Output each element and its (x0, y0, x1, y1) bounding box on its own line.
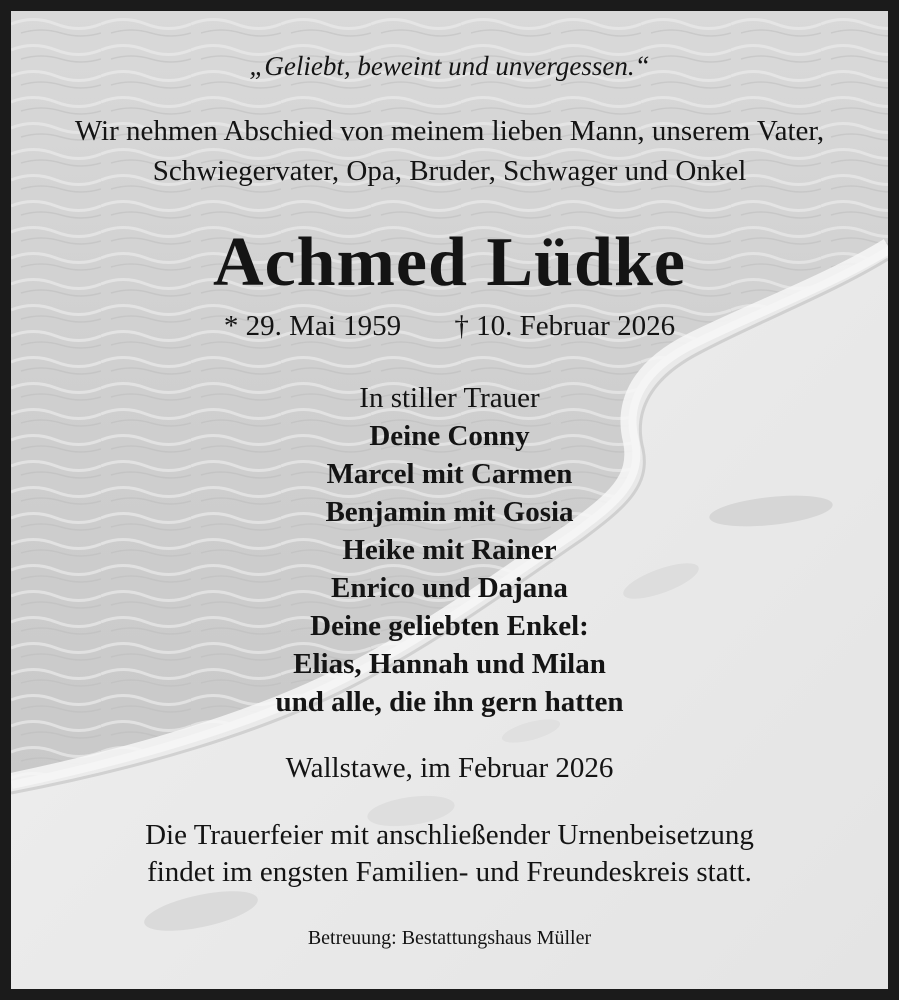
ceremony-info (11, 817, 888, 891)
mourner-line: Elias, Hannah und Milan (293, 648, 606, 680)
intro-line: Schwiegervater, Opa, Bruder, Schwager und Onkel (152, 155, 747, 187)
mourners-block (11, 379, 888, 721)
notice-content (11, 11, 888, 989)
undertaker-credit: Betreuung: Bestattungshaus Müller (307, 927, 592, 949)
ceremony-line: Die Trauerfeier mit anschließender Urnenbeisetzung (145, 819, 754, 851)
motto-quote: „Geliebt, beweint und unvergessen.“ (249, 51, 650, 81)
mourner-line: Benjamin mit Gosia (325, 496, 574, 528)
mourner-line: Marcel mit Carmen (326, 458, 573, 490)
mourner-line: Deine Conny (369, 420, 530, 452)
life-dates (11, 307, 888, 345)
mourner-line: Deine geliebten Enkel: (310, 610, 589, 642)
mourner-line: Heike mit Rainer (342, 534, 557, 566)
farewell-intro (11, 111, 888, 191)
death-date: † 10. Februar 2026 (454, 310, 676, 342)
place-date: Wallstawe, im Februar 2026 (285, 752, 614, 784)
mourner-line: und alle, die ihn gern hatten (275, 686, 624, 718)
mourning-lead: In stiller Trauer (359, 382, 540, 414)
mourner-line: Enrico und Dajana (331, 572, 568, 604)
birth-date: * 29. Mai 1959 (223, 310, 402, 342)
intro-line: Wir nehmen Abschied von meinem lieben Mann, unserem Vater, (74, 115, 825, 147)
ceremony-line: findet im engsten Familien- und Freundeskreis statt. (147, 856, 752, 888)
deceased-name: Achmed Lüdke (213, 224, 686, 301)
